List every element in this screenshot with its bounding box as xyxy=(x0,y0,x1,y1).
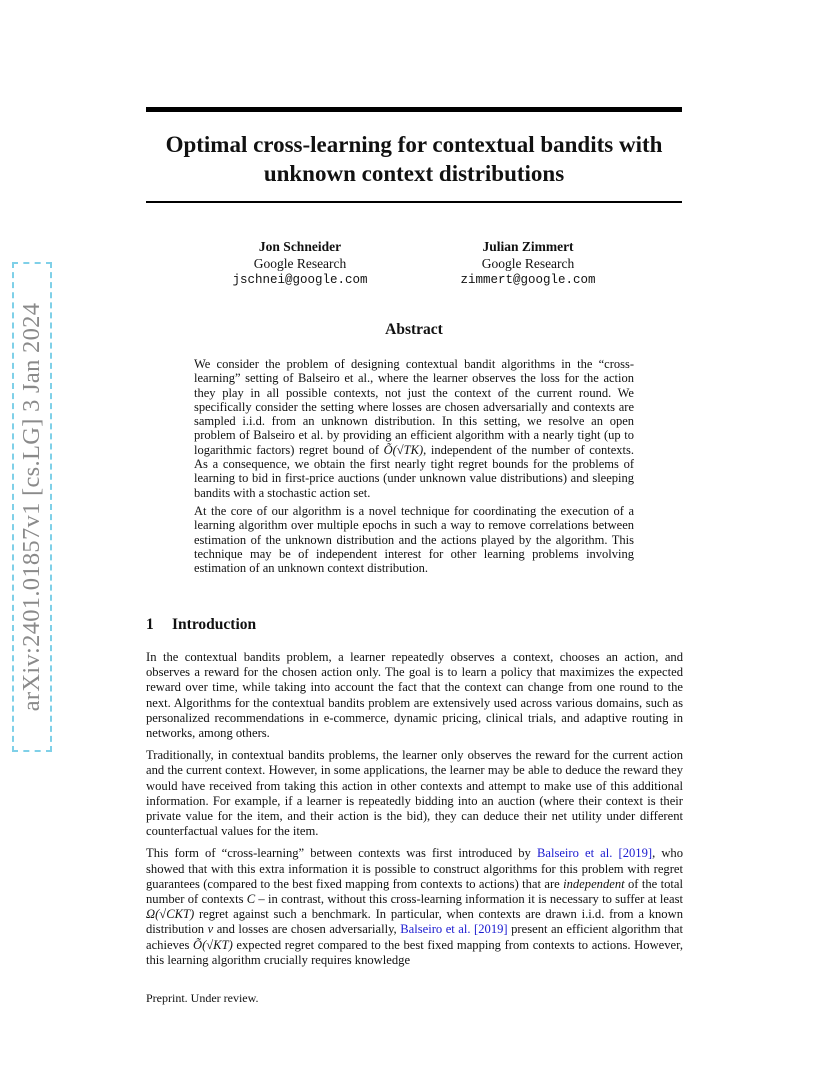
body-paragraph xyxy=(146,846,683,968)
citation-author: Balseiro et al. xyxy=(536,846,613,861)
section-heading xyxy=(146,616,256,634)
abstract-body xyxy=(194,357,634,579)
math-expression: Õ(√KT) xyxy=(192,937,233,952)
body-text: and losses are chosen adversarially, xyxy=(213,922,401,937)
citation-link[interactable]: Balseiro et al. [2019] xyxy=(400,922,508,937)
body-paragraph: In the contextual bandits problem, a learner repeatedly observes a context, chooses an action, and observes a reward for the chosen action only. The goal is to learn a policy that maximizes the expected reward over time, while taking into account the fact that the context can change from one round to the next. Algorithms for the contextual bandits problem are extensively used across various domains, such as personalized recommendations in e-commerce, dynamic pricing, clinical trials, and adaptive routing in networks, among others. xyxy=(146,650,683,741)
author-block-1 xyxy=(200,238,400,289)
citation-author: Balseiro et al. xyxy=(400,922,471,937)
citation-link[interactable]: Balseiro et al. [2019] xyxy=(536,846,653,861)
author-block-2 xyxy=(428,238,628,289)
title-bottom-rule xyxy=(146,201,682,203)
section-number: 1 xyxy=(146,616,154,633)
body-text: , who showed that with this extra information it is possible to construct algorithms for this problem with regret guarantees (compared to the best fixed mapping from contexts to actions) that are xyxy=(146,846,684,891)
abstract-text: We consider the problem of designing contextual bandit algorithms in the “cross-learning” setting of Balseiro et al., where the learner observes the loss for the action they play in all possible contexts, not just the context of the current round. We specifically consider the setting where losses are chosen adversarially and contexts are sampled i.i.d. from an unknown distribution. In this setting, we resolve an open problem of Balseiro et al. by providing an efficient algorithm with a nearly tight (up to logarithmic factors) regret bound of xyxy=(194,357,634,457)
arxiv-stamp xyxy=(12,262,52,752)
abstract-heading: Abstract xyxy=(385,321,443,338)
author-name: Jon Schneider xyxy=(258,239,342,254)
body-paragraph: Traditionally, in contextual bandits problems, the learner only observes the reward for the current action and the current context. However, in some applications, the learner may be able to deduce the reward they would have received from taking this action in other contexts and attempt to make use of this additional information. For example, if a learner is repeatedly bidding into an auction (where their context is their private value for the item, and their action is the bid), they can deduce their net utility under different counterfactual values for the item. xyxy=(146,748,683,839)
body-text: regret against such a benchmark. In particular, when contexts are drawn i.i.d. from a known distribution xyxy=(146,907,683,937)
footer-note: Preprint. Under review. xyxy=(146,991,259,1005)
section-title: Introduction xyxy=(172,616,257,633)
author-email: jschnei@google.com xyxy=(232,273,368,287)
abstract-paragraph: At the core of our algorithm is a novel technique for coordinating the execution of a learning algorithm over multiple epochs in such a way to remove correlations between estimation of the unknown distribution and the actions played by the algorithm. This technique may be of independent interest for other learning problems involving estimation of an unknown context distribution. xyxy=(194,503,634,576)
body-text: expected regret compared to the best fixed mapping from contexts to actions. However, this learning algorithm crucially requires knowledge xyxy=(146,937,683,967)
author-affiliation: Google Research xyxy=(481,256,575,271)
paper-title: Optimal cross-learning for contextual bandits with unknown context distributions xyxy=(165,132,663,186)
introduction-body xyxy=(146,650,683,975)
citation-year: 2019 xyxy=(478,922,504,937)
body-text: of the total number of contexts xyxy=(146,876,683,907)
citation-year: 2019 xyxy=(622,846,648,861)
math-variable: ν xyxy=(207,922,214,937)
math-expression: Ω(√CKT) xyxy=(146,907,195,922)
body-text: present an efficient algorithm that achieves xyxy=(146,922,683,952)
author-email: zimmert@google.com xyxy=(460,273,596,287)
arxiv-identifier: arXiv:2401.01857v1 [cs.LG] 3 Jan 2024 xyxy=(18,302,46,712)
emphasis-text: independent xyxy=(563,876,625,891)
body-text: This form of “cross-learning” between contexts was first introduced by xyxy=(146,846,537,861)
author-affiliation: Google Research xyxy=(253,256,347,271)
author-name: Julian Zimmert xyxy=(482,239,574,254)
math-variable: C xyxy=(246,892,256,907)
math-expression: Õ(√TK) xyxy=(383,442,424,457)
title-top-rule xyxy=(146,107,682,112)
body-text: – in contrast, without this cross-learning information it is necessary to suffer at least xyxy=(255,892,684,907)
abstract-text: , independent of the number of contexts. As a consequence, we obtain the first nearly tight regret bounds for the problems of learning to bid in first-price auctions (under unknown value distributions) and sleeping bandits with a stochastic action set. xyxy=(194,442,634,500)
abstract-paragraph xyxy=(194,357,634,500)
